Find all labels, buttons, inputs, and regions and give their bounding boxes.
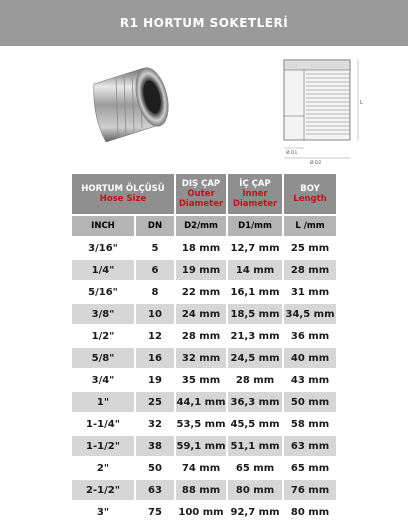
cell-inch: 1/4" xyxy=(72,260,134,280)
length-dimension-label: L xyxy=(360,100,363,106)
cell-length: 40 mm xyxy=(284,348,336,368)
cell-length: 50 mm xyxy=(284,392,336,412)
inner-diameter-dimension-label: Ø D1 xyxy=(286,151,298,156)
cell-dn: 50 xyxy=(136,458,174,478)
header-hose-size: HORTUM ÖLÇÜSÜ Hose Size xyxy=(72,174,174,214)
header-row xyxy=(72,174,336,214)
cell-outer-diameter: 100 mm xyxy=(176,502,226,522)
subheader-l: L /mm xyxy=(284,216,336,236)
cell-inch: 1" xyxy=(72,392,134,412)
table-row xyxy=(72,458,336,478)
cell-inner-diameter: 80 mm xyxy=(228,480,282,500)
cell-inch: 5/8" xyxy=(72,348,134,368)
subheader-inch: INCH xyxy=(72,216,134,236)
cell-outer-diameter: 18 mm xyxy=(176,238,226,258)
table-row xyxy=(72,326,336,346)
cell-dn: 38 xyxy=(136,436,174,456)
table-row xyxy=(72,238,336,258)
cell-inch: 3/8" xyxy=(72,304,134,324)
cell-outer-diameter: 88 mm xyxy=(176,480,226,500)
specification-table xyxy=(70,172,338,524)
cell-outer-diameter: 53,5 mm xyxy=(176,414,226,434)
subheader-row xyxy=(72,216,336,236)
cell-inner-diameter: 16,1 mm xyxy=(228,282,282,302)
cell-inner-diameter: 92,7 mm xyxy=(228,502,282,522)
cell-inch: 2-1/2" xyxy=(72,480,134,500)
cell-length: 43 mm xyxy=(284,370,336,390)
cell-dn: 8 xyxy=(136,282,174,302)
table-row xyxy=(72,480,336,500)
cell-inch: 3" xyxy=(72,502,134,522)
table-row xyxy=(72,502,336,522)
cell-inch: 1-1/2" xyxy=(72,436,134,456)
table-row xyxy=(72,414,336,434)
cell-outer-diameter: 28 mm xyxy=(176,326,226,346)
cell-inch: 2" xyxy=(72,458,134,478)
cell-inner-diameter: 24,5 mm xyxy=(228,348,282,368)
cell-dn: 10 xyxy=(136,304,174,324)
cell-inch: 3/16" xyxy=(72,238,134,258)
cell-length: 36 mm xyxy=(284,326,336,346)
cell-dn: 25 xyxy=(136,392,174,412)
cell-dn: 32 xyxy=(136,414,174,434)
cell-outer-diameter: 19 mm xyxy=(176,260,226,280)
cell-inner-diameter: 45,5 mm xyxy=(228,414,282,434)
header-inner-diameter: İÇ ÇAP Inner Diameter xyxy=(228,174,282,214)
cell-outer-diameter: 59,1 mm xyxy=(176,436,226,456)
cell-dn: 5 xyxy=(136,238,174,258)
table-body xyxy=(72,238,336,522)
page-title: R1 HORTUM SOKETLERİ xyxy=(119,16,289,30)
cell-inch: 3/4" xyxy=(72,370,134,390)
cell-dn: 19 xyxy=(136,370,174,390)
cell-inch: 1/2" xyxy=(72,326,134,346)
cell-outer-diameter: 32 mm xyxy=(176,348,226,368)
cell-length: 76 mm xyxy=(284,480,336,500)
cell-inner-diameter: 14 mm xyxy=(228,260,282,280)
cell-length: 65 mm xyxy=(284,458,336,478)
subheader-dn: DN xyxy=(136,216,174,236)
table-row xyxy=(72,436,336,456)
cell-inner-diameter: 21,3 mm xyxy=(228,326,282,346)
title-bar xyxy=(0,0,408,46)
table-row xyxy=(72,370,336,390)
table-row xyxy=(72,304,336,324)
cell-dn: 16 xyxy=(136,348,174,368)
cell-length: 63 mm xyxy=(284,436,336,456)
cell-outer-diameter: 35 mm xyxy=(176,370,226,390)
outer-diameter-dimension-label: Ø D2 xyxy=(310,161,322,166)
cell-inner-diameter: 28 mm xyxy=(228,370,282,390)
cell-dn: 75 xyxy=(136,502,174,522)
cell-outer-diameter: 44,1 mm xyxy=(176,392,226,412)
hose-socket-photo xyxy=(72,56,180,156)
cell-inch: 1-1/4" xyxy=(72,414,134,434)
cell-length: 34,5 mm xyxy=(284,304,336,324)
cell-inner-diameter: 65 mm xyxy=(228,458,282,478)
cell-length: 28 mm xyxy=(284,260,336,280)
table-row xyxy=(72,392,336,412)
cell-inner-diameter: 51,1 mm xyxy=(228,436,282,456)
table-row xyxy=(72,260,336,280)
subheader-d2: D2/mm xyxy=(176,216,226,236)
cell-dn: 63 xyxy=(136,480,174,500)
cell-length: 80 mm xyxy=(284,502,336,522)
cell-dn: 12 xyxy=(136,326,174,346)
cell-outer-diameter: 24 mm xyxy=(176,304,226,324)
table-row xyxy=(72,348,336,368)
header-length: BOY Length xyxy=(284,174,336,214)
cell-inch: 5/16" xyxy=(72,282,134,302)
header-outer-diameter: DIŞ ÇAP Outer Diameter xyxy=(176,174,226,214)
cell-outer-diameter: 22 mm xyxy=(176,282,226,302)
cell-length: 31 mm xyxy=(284,282,336,302)
cell-inner-diameter: 18,5 mm xyxy=(228,304,282,324)
cell-inner-diameter: 12,7 mm xyxy=(228,238,282,258)
cell-dn: 6 xyxy=(136,260,174,280)
cell-length: 58 mm xyxy=(284,414,336,434)
cell-outer-diameter: 74 mm xyxy=(176,458,226,478)
technical-drawing xyxy=(270,52,370,167)
subheader-d1: D1/mm xyxy=(228,216,282,236)
cell-inner-diameter: 36,3 mm xyxy=(228,392,282,412)
cell-length: 25 mm xyxy=(284,238,336,258)
table-row xyxy=(72,282,336,302)
